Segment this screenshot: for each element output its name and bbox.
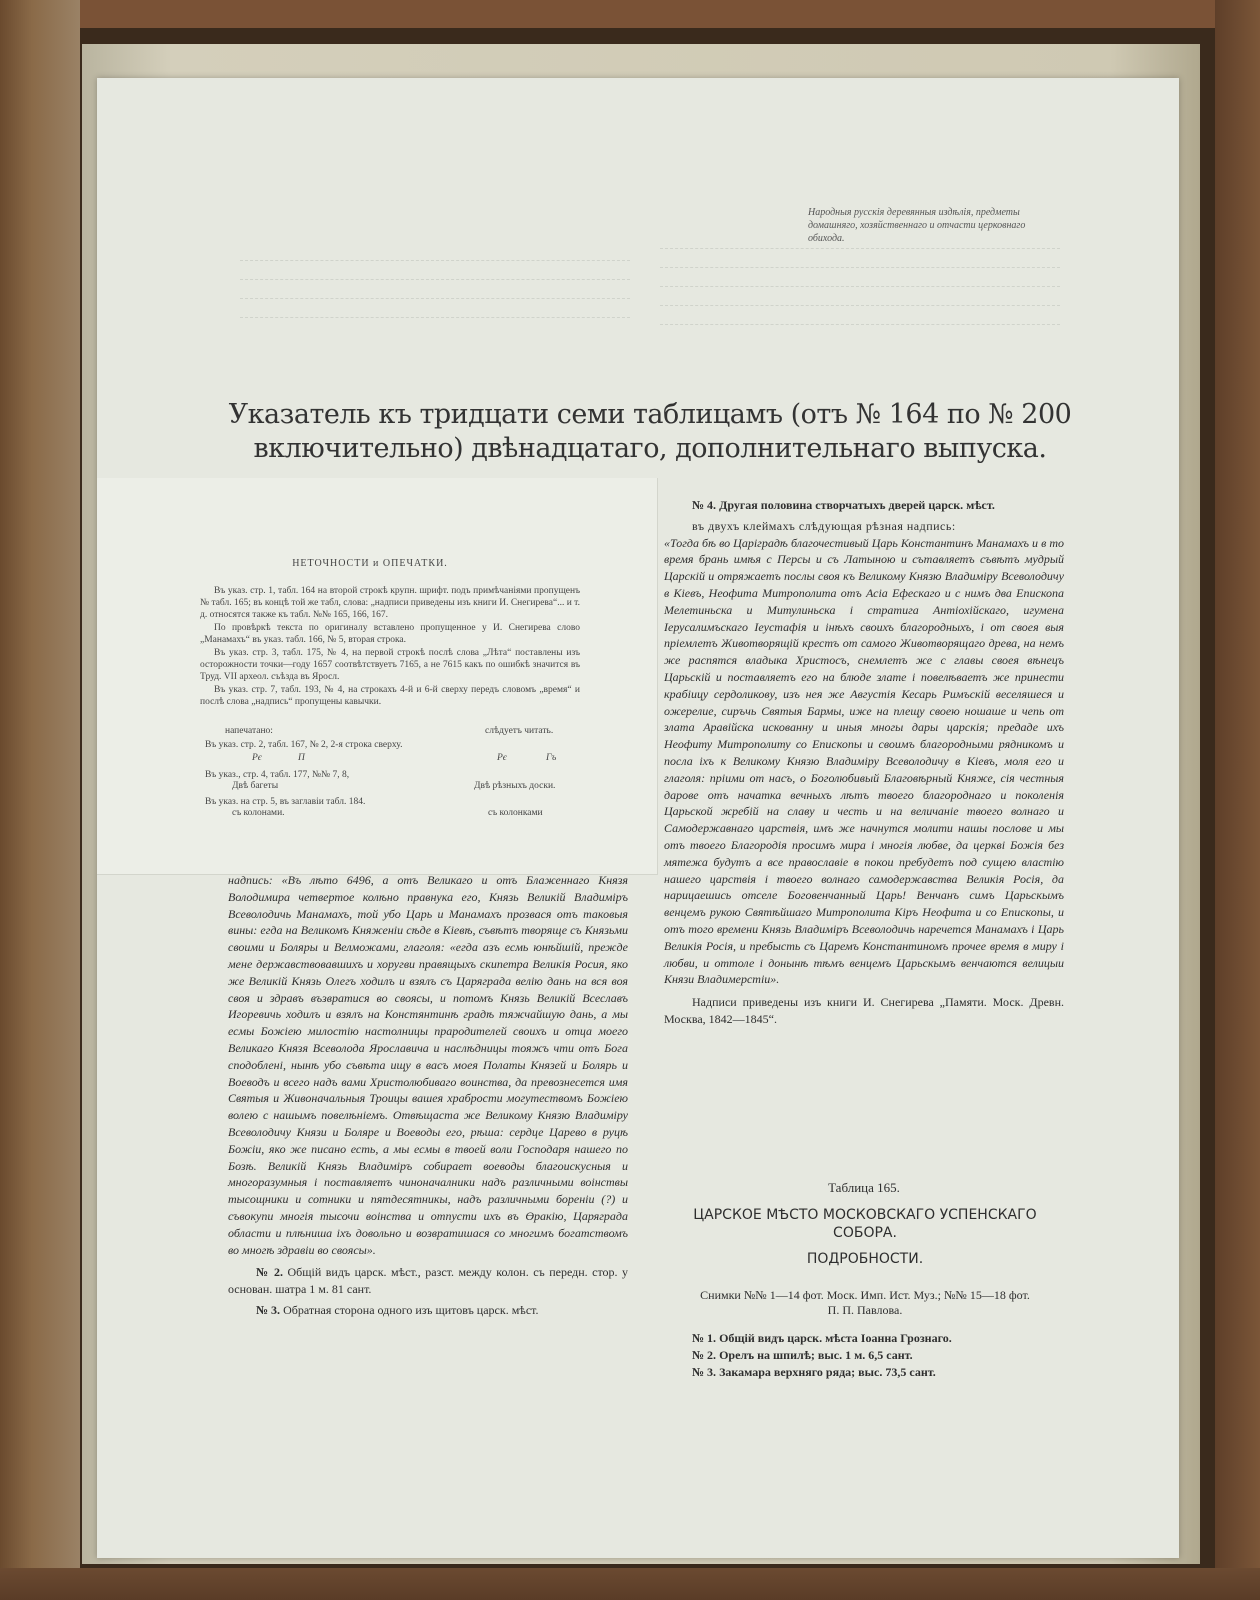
errata-row-1-c: Рє — [497, 753, 507, 763]
errata-row-2-sub: Двѣ багеты — [232, 781, 279, 791]
subtitle-note: Народныя русскія деревянныя издѣлія, предметы домашняго, хозяйственнаго и отчасти церковнаго обихода. — [808, 207, 1026, 244]
left-column — [228, 872, 628, 1319]
errata-paragraph: Въ указ. стр. 7, табл. 193, № 4, на строкахъ 4-й и 6-й сверху передъ словомъ „время“ и послѣ слова „надпись“ пропущены кавычки. — [200, 685, 580, 707]
errata-paragraph: Въ указ. стр. 1, табл. 164 на второй строкѣ крупн. шрифт. подъ примѣчаніями пропущенъ № табл. 165; въ концѣ той же табл, слова: „надписи приведены изъ книги И. Снегирева“... и т. д. относятся также къ табл. №№ 165, 166, 167. — [200, 586, 580, 620]
inscription-text: «Тогда бѣ во Царіградѣ благочестивый Царь Константинъ Манамахъ и в то время брань имѣя с Персы и съ Латыною и сътавляетъ съвѣтъ мудрый Царскій и отряжаетъ послы своя къ Великому Князю Владиміру Всеволодичу в Кіевъ, Неофита Митрополита отъ Асіа Ефескаго и с нимъ два Епископа Мелетиньска и Митулиньска і стратига Антіохійскаго, игумена Іерусалимъскаго Іеустафія и інѣхъ своихъ благородныхъ, і от своея выя пріемлетъ Животворящій крестъ от самого Животворящаго древа, на немъ же распятся владыка Христосъ, снемлетъ же с главы своея вѣнецъ Царьскій и поставляетъ его на блюде злате і повелѣваетъ же принести крабіицу сердоликову, изъ нея же Августія Кесарь Римъскій веселяшеся и ожерелие, сиръчь Святыя Бармы, иже на плещу своею ношаше и чепь от злата Аравійска искованну и иныя многы дары царскія; предаде ихъ Неофиту Митрополиту со Епископы и своимъ благородными рядникомъ и посла іхъ к Великому Князю Владиміру Всеволодичу в Кіевъ, моля его и глаголя: пріими от насъ, о Боголюбивый Благовѣрный Княже, сія честныя дарове отъ начатка вечныхъ лѣтъ твоего благороднаго и поколенія Царьской жребій на славу и честь и на величаніе твоего волнаго и Самодержавнаго царствія, имъ же начнутся молити нашы послове и мы отъ твоего Благородія просимъ мира і многія любве, да церкві Божія без мятежа будутъ а все православіе в покои пребудетъ под сущею властію нашего царствія і твоего волнаго самодержавства Великія Росія, да нарицаешись отселе Боговенчанный Царь! Венчанъ симъ Царьскымъ венцемъ рукою Святѣйшаго Митрополита Кіръ Неофита и со Епископы, и отъ того времени Князь Владиміръ Всеволодичь наречется Манамахъ і Царь Великія Росія, и пребысть съ Царемъ Константиномъ прочее время в миру і любви, и оттоле і донынѣ тѣмъ венцемъ Царьскымъ венчаются велицыи Князи Владимерстіи». — [664, 535, 1064, 987]
errata-row-3-right: съ колонками — [488, 808, 543, 818]
errata-printed-label: напечатано: — [225, 726, 273, 736]
title-line-2: включительно) двѣнадцатаго, дополнительнаго выпуска. — [253, 433, 1047, 464]
item-4 — [664, 497, 1064, 514]
box-cover-left — [0, 0, 80, 1600]
errata-paragraph: Въ указ. стр. 3, табл. 175, № 4, на первой строкѣ послѣ слова „Лѣта“ поставлены изъ осторожности точки—году 1657 соотвѣтствуетъ 7165, а не 7615 какъ по ошибкѣ значится въ Труд. VII археол. съѣзда въ Яросл. — [200, 648, 580, 682]
show-through — [660, 248, 1060, 343]
right-column — [664, 497, 1064, 1028]
table-number: Таблица 165. — [828, 1180, 900, 1195]
errata-row-3-sub: съ колонами. — [232, 808, 285, 818]
inscription-text: надпись: «Въ лѣто 6496, а отъ Великаго и отъ Блаженнаго Князя Володимира четвертое колѣно правнука его, Князь Великій Владиміръ Всеволодичь Манамахъ, той убо Царь и Манамахъ прозвася отъ таковыя вины: егда на Великомъ Княженіи сѣде в Кіевѣ, съвѣтъ творяще съ Князьми своими и Боляры и Велможами, глаголя: «егда азъ есмь юнѣйшій, прежде мене державствовавшихъ и хоругви правящыхъ скипетра Великія Росия, яко же Великій Князь Олегъ ходилъ и взялъ съ Царяграда велію дань на вся воя своя и здравъ възвратися во своясы, и потомъ Князь Великій Всеславъ Игоревичь ходилъ и взялъ на Констянтинѣ градѣ тяжчайшую дань, а мы есмы Божіею милостію настолницы прародителей своихъ и отца моего Великаго Князя Всеволода Ярославича и наслѣдницы тояжъ чти отъ Бога сподоблені, нынѣ убо съвѣта ищу в васъ моея Полаты Князей и Болярь и Воеводъ и всего надъ вами Христолюбиваго воинства, да превознесется имя Святыя и Живоначальныя Троицы вашея храбрости могутествомъ Божіею волею с нашымъ повелѣніемъ. Отвѣщаста же Великому Князю Владиміру Всеволодичу Князи и Боляре и Воеводы его, рѣша: сердце Царево в руцѣ Божіи, яко же писано есть, а мы есмы в твоей воли Господаря нашего по Бозѣ. Великій Князь Владиміръ собирает воеводы благоискусныя и многоразумныя і поставляетъ чиноначалники надъ различными воінствы тысощники и сотники и пятдесятникы, надъ различными бореніи (?) и съвокупи многія тысочи воінства и отпусти ихъ въ Өракію, Царяграда области и плѣниша іхъ довольно и возвратишася со многимъ богатствомъ во многѣ здравіи во своясы». — [228, 873, 628, 1257]
item-number: № 2. — [256, 1265, 284, 1280]
show-through-left — [240, 260, 630, 336]
plates-list — [692, 1330, 1072, 1381]
errata-paragraph: По провѣркѣ текста по оригиналу вставлено пропущенное у И. Снегирева слово „Манамахъ“ въ указ. табл. 166, № 5, вторая строка. — [200, 623, 580, 645]
table-heading — [650, 1206, 1080, 1268]
photo-credits-line: Снимки №№ 1—14 фот. Моск. Имп. Ист. Муз.; №№ 15—18 фот. — [700, 1288, 1030, 1302]
item-number: № 3. — [256, 1302, 281, 1317]
title-line-1: Указатель къ тридцати семи таблицамъ (отъ № 164 по № 200 — [228, 399, 1072, 430]
photo-credits-line: П. П. Павлова. — [827, 1303, 903, 1317]
source-note: Надписи приведены изъ книги И. Снегирева „Памяти. Моск. Древн. Москва, 1842—1845“. — [664, 995, 1064, 1026]
photo-credits — [650, 1288, 1080, 1318]
item-3 — [228, 1302, 628, 1319]
item-number: № 4. — [692, 498, 717, 512]
box-side-right — [1215, 0, 1260, 1600]
list-item: № 2. Орелъ на шпилѣ; выс. 1 м. 6,5 сант. — [692, 1348, 913, 1362]
errata-row-2: Въ указ., стр. 4, табл. 177, №№ 7, 8, — [205, 770, 350, 780]
item-text: Другая половина створчатыхъ дверей царск. мѣст. — [719, 498, 995, 512]
inscription-intro: въ двухъ клеймахъ слѣдующая рѣзная надпись: — [692, 518, 956, 533]
list-item: № 3. Закамара верхняго ряда; выс. 73,5 сант. — [692, 1365, 936, 1379]
errata-row-1-d: Гъ — [546, 753, 557, 763]
table-heading-line: ЦАРСКОЕ МѢСТО МОСКОВСКАГО УСПЕНСКАГО — [693, 1207, 1037, 1223]
errata-read-label: слѣдуетъ читать. — [485, 726, 554, 736]
item-2 — [228, 1264, 628, 1298]
list-item: № 1. Общій видъ царск. мѣста Іоанна Грознаго. — [692, 1331, 952, 1345]
page-title — [200, 398, 1100, 466]
errata-heading: НЕТОЧНОСТИ и ОПЕЧАТКИ. — [292, 558, 448, 569]
item-text: Общій видъ царск. мѣст., разст. между колон. съ передн. стор. у основан. шатра 1 м. 81 сант. — [228, 1265, 629, 1297]
table-heading-line: СОБОРА. — [833, 1225, 897, 1241]
errata-row-2-right: Двѣ рѣзныхъ доски. — [474, 781, 556, 791]
errata-row-1-b: П — [298, 753, 305, 763]
errata-row-1-a: Рє — [252, 753, 262, 763]
errata-row-3: Въ указ. на стр. 5, въ заглавіи табл. 184. — [205, 797, 366, 807]
box-side-bottom — [0, 1568, 1260, 1600]
errata-text — [200, 585, 580, 709]
item-text: Обратная сторона одного изъ щитовъ царск. мѣст. — [283, 1302, 539, 1317]
errata-row-1: Въ указ. стр. 2, табл. 167, № 2, 2-я строка сверху. — [205, 740, 403, 750]
table-subheading: ПОДРОБНОСТИ. — [806, 1251, 924, 1267]
